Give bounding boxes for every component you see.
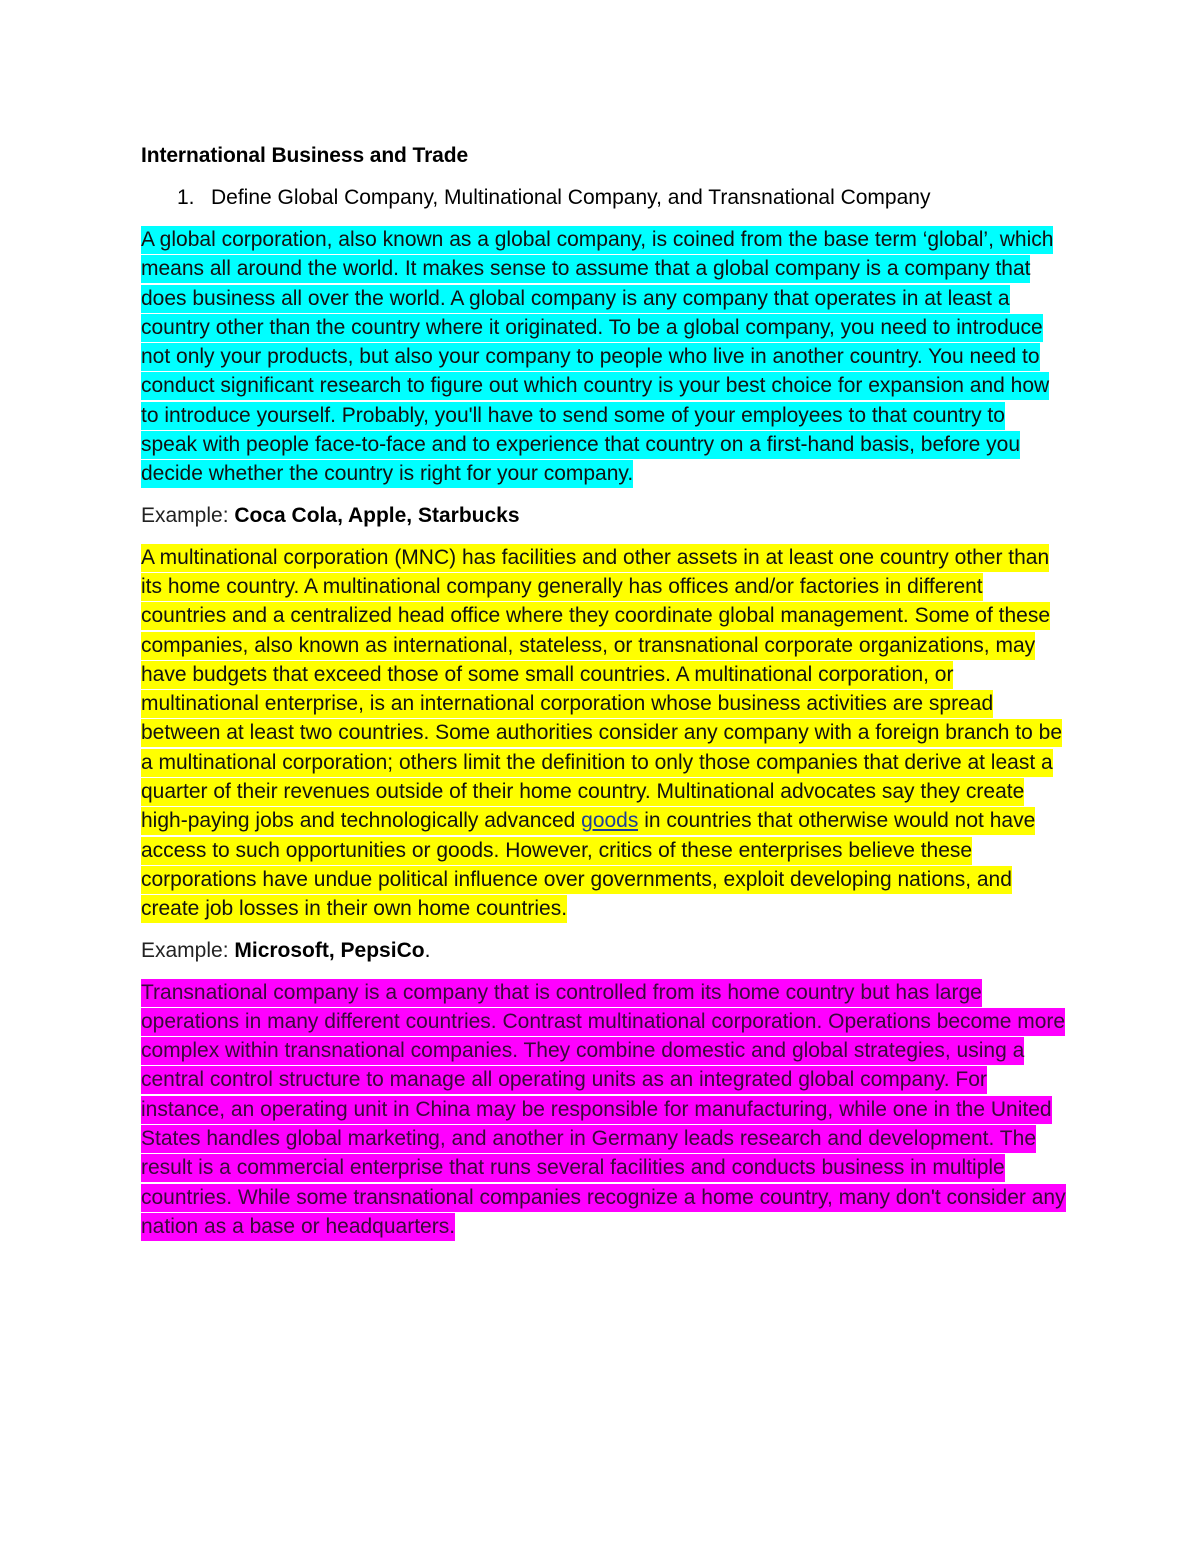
example-multinational bbox=[141, 936, 1066, 966]
question-item bbox=[141, 183, 1066, 213]
multinational-text-before-link: A multinational corporation (MNC) has facilities and other assets in at least one country other than its home country. A multinational company generally has offices and/or factories in different countries and a centralized head office where they coordinate global management. Some of these companies, also known as international, stateless, or transnational corporate organizations, may have budgets that exceed those of some small countries. A multinational corporation, or multinational enterprise, is an international corporation whose business activities are spread between at least two countries. Some authorities consider any company with a foreign branch to be a multinational corporation; others limit the definition to only those companies that derive at least a quarter of their revenues outside of their home country. Multinational advocates say they create high-paying jobs and technologically advanced bbox=[141, 544, 1062, 836]
document-content bbox=[141, 141, 1066, 1253]
example-label: Example: bbox=[141, 938, 235, 962]
document-title: International Business and Trade bbox=[141, 144, 469, 167]
transnational-company-text: Transnational company is a company that is controlled from its home country but has large operations in many different countries. Contrast multinational corporation. Operations become more complex within transnational companies. They combine domestic and global strategies, using a central control structure to manage all operating units as an integrated global company. For instance, an operating unit in China may be responsible for manufacturing, while one in the United States handles global marketing, and another in Germany leads research and development. The result is a commercial enterprise that runs several facilities and conducts business in multiple countries. While some transnational companies recognize a home country, many don't consider any nation as a base or headquarters. bbox=[141, 979, 1066, 1241]
example-label: Example: bbox=[141, 503, 235, 527]
transnational-company-paragraph bbox=[141, 978, 1066, 1242]
global-company-paragraph bbox=[141, 225, 1066, 489]
example-value: Microsoft, PepsiCo bbox=[234, 938, 425, 962]
example-suffix: . bbox=[424, 938, 431, 962]
global-company-text: A global corporation, also known as a global company, is coined from the base term ‘global’, which means all around the world. It makes sense to assume that a global company is a company that does business all over the world. A global company is any company that operates in at least a country other than the country where it originated. To be a global company, you need to introduce not only your products, but also your company to people who live in another country. You need to conduct significant research to figure out which country is your best choice for expansion and how to introduce yourself. Probably, you'll have to send some of your employees to that country to speak with people face-to-face and to experience that country on a first-hand basis, before you decide whether the country is right for your company. bbox=[141, 226, 1053, 488]
multinational-text-after-link: in countries that otherwise would not have access to such opportunities or goods. However, critics of these enterprises believe these corporations have undue political influence over governments, exploit developing nations, and create job losses in their own home countries. bbox=[141, 807, 1035, 923]
question-text: Define Global Company, Multinational Company, and Transnational Company bbox=[211, 186, 931, 209]
question-number: 1. bbox=[177, 186, 195, 209]
example-global bbox=[141, 501, 1066, 531]
example-value: Coca Cola, Apple, Starbucks bbox=[234, 503, 520, 527]
multinational-company-paragraph bbox=[141, 543, 1066, 924]
goods-link[interactable]: goods bbox=[581, 809, 639, 833]
